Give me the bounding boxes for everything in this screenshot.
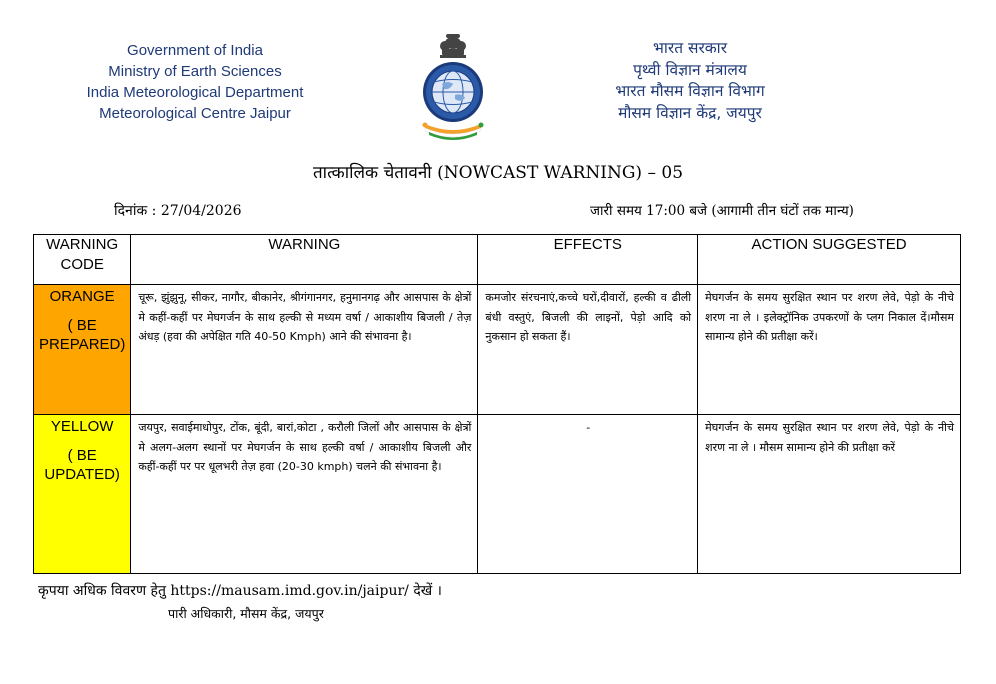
more-info-line: कृपया अधिक विवरण हेतु https://mausam.imd.gov.in/jaipur/ देखें । (38, 583, 442, 599)
issue-time: जारी समय 17:00 बजे (आगामी तीन घंटों तक मान्य) (590, 203, 854, 219)
warning-code-sub-yellow: ( BE UPDATED) (44, 447, 120, 483)
action-text-orange: मेघगर्जन के समय सुरक्षित स्थान पर शरण लेवे, पेड़ो के नीचे शरण ना ले । इलेक्ट्रॉनिक उपकरणों के प्लग निकाल दें।मौसम सामान्य होने की प्रतीक्षा करें। (698, 285, 961, 415)
warning-code-cell-orange (34, 285, 131, 415)
warning-code-cell-yellow (34, 415, 131, 574)
issue-date: दिनांक : 27/04/2026 (114, 203, 242, 219)
warning-text-orange: चूरू, झुंझुनू, सीकर, नागौर, बीकानेर, श्रीगंगानगर, हनुमानगढ़ और आसपास के क्षेत्रों मे कहीं-कहीं पर मेघगर्जन के साथ हल्की से मध्यम वर्षा / आकाशीय बिजली / तेज़ अंधड़ (हवा की अपेक्षित गति 40-50 Kmph) आने की संभावना है। (131, 285, 478, 415)
action-text-yellow: मेघगर्जन के समय सुरक्षित स्थान पर शरण लेवे, पेड़ो के नीचे शरण ना ले । मौसम सामान्य होने की प्रतीक्षा करें (698, 415, 961, 574)
header-english (60, 40, 330, 124)
header-english-line-2: Ministry of Earth Sciences (108, 63, 282, 80)
warning-code-sub-orange: ( BE PREPARED) (38, 317, 126, 353)
header-hindi-line-3: भारत मौसम विज्ञान विभाग (615, 82, 765, 100)
header-english-line-3: India Meteorological Department (86, 84, 304, 101)
warning-text-yellow: जयपुर, सवाईमाधोपुर, टोंक, बूंदी, बारां,कोटा , करौली जिलों और आसपास के क्षेत्रों मे अलग-अलग स्थानों पर मेघगर्जन के साथ हल्की वर्षा / आकाशीय बिजली और कहीं-कहीं पर पर धूलभरी तेज़ हवा (20-30 kmph) चलने की संभावना है। (131, 415, 478, 574)
warning-code-orange: ORANGE (49, 288, 115, 305)
header-hindi (590, 38, 790, 124)
document-title: तात्कालिक चेतावनी (NOWCAST WARNING) – 05 (312, 163, 684, 183)
header-warning-code: WARNING CODE (34, 235, 131, 285)
table-row-yellow (34, 415, 961, 574)
table-header-row (34, 235, 961, 285)
table-row-orange (34, 285, 961, 415)
effects-text-orange: कमजोर संरचनाएं,कच्चे घरों,दीवारों, हल्की व ढीली बंधी वस्तुएं, बिजली की लाइनों, पेड़ो आदि को नुकसान हो सकता हैं। (478, 285, 698, 415)
header-english-line-1: Government of India (127, 42, 263, 59)
warning-code-yellow: YELLOW (50, 418, 114, 435)
officer-line: पारी अधिकारी, मौसम केंद्र, जयपुर (168, 606, 324, 621)
header-hindi-line-2: पृथ्वी विज्ञान मंत्रालय (633, 60, 747, 79)
header-hindi-line-4: मौसम विज्ञान केंद्र, जयपुर (618, 103, 762, 122)
effects-text-yellow: - (478, 415, 698, 574)
imd-emblem-icon (415, 32, 491, 142)
header-hindi-line-1: भारत सरकार (652, 39, 728, 57)
header-action-suggested: ACTION SUGGESTED (698, 235, 961, 285)
header-warning: WARNING (131, 235, 478, 285)
warning-table (33, 234, 961, 574)
header-english-line-4: Meteorological Centre Jaipur (99, 105, 291, 122)
header-effects: EFFECTS (478, 235, 698, 285)
